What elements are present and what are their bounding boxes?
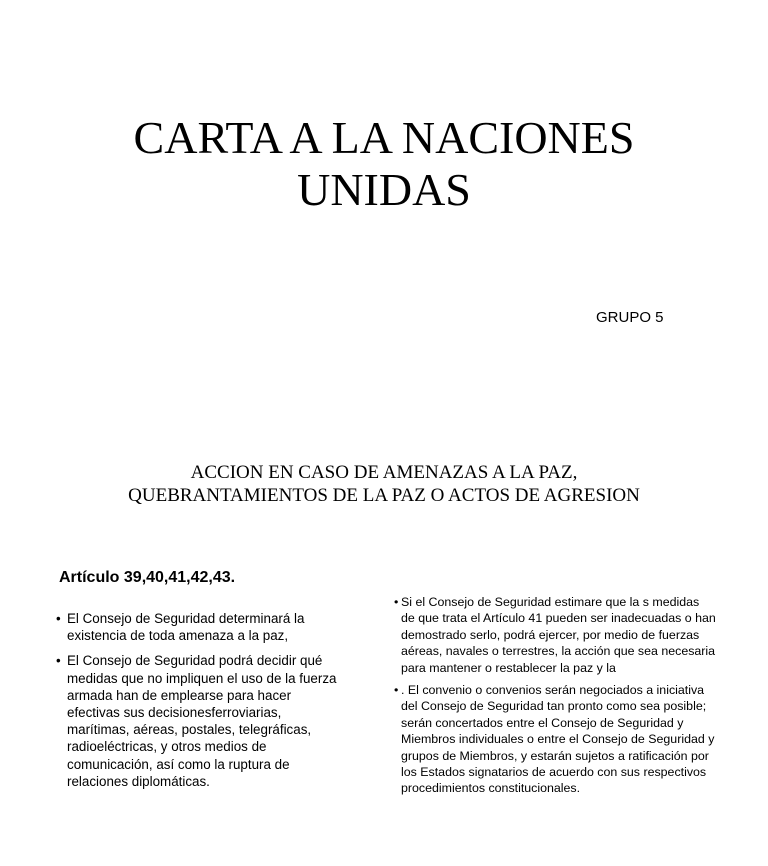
document-title-line-1: CARTA A LA NACIONES: [133, 112, 635, 163]
list-item-text: . El convenio o convenios serán negociados a iniciativa del Consejo de Seguridad tan pronto como sea posible; serán concertados entre el Consejo de Seguridad y Miembros individuales o entre el Consejo de Seguridad y grupos de Miembros, y estarán sujetos a ratificación por los Estados signatarios de acuerdo con sus respectivos procedimientos constitucionales.: [401, 683, 715, 796]
section-subtitle: [0, 461, 768, 507]
list-item-text: El Consejo de Seguridad determinará la existencia de toda amenaza a la paz,: [67, 611, 305, 644]
list-item-text: El Consejo de Seguridad podrá decidir qué medidas que no impliquen el uso de la fuerza armada han de emplearse para hacer efectivas sus decisionesferroviarias, marítimas, aéreas, postales, telegráficas, radioeléctricas, y otros medios de comunicación, así como la ruptura de relaciones diplomáticas.: [67, 653, 337, 789]
bullet-icon: •: [56, 653, 61, 669]
list-item: [394, 682, 716, 797]
list-item: [394, 594, 716, 676]
bullet-icon: •: [394, 595, 399, 609]
bullet-icon: •: [394, 683, 399, 698]
document-title-line-2: UNIDAS: [297, 164, 471, 215]
left-bullet-list: [56, 610, 346, 798]
right-bullet-list: [394, 594, 716, 803]
section-subtitle-line-2: QUEBRANTAMIENTOS DE LA PAZ O ACTOS DE AGRESION: [128, 485, 640, 506]
article-heading: Artículo 39,40,41,42,43.: [59, 569, 236, 586]
list-item: [56, 652, 346, 790]
list-item-text: Si el Consejo de Seguridad estimare que la s medidas de que trata el Artículo 41 pueden ser inadecuadas o han demostrado serlo, podrá ejercer, por medio de fuerzas aéreas, navales o terrestres, la acción que sea necesaria para mantener o restablecer la paz y la: [401, 595, 716, 675]
bullet-icon: •: [56, 611, 61, 626]
group-label: GRUPO 5: [596, 309, 664, 326]
list-item: [56, 610, 346, 644]
section-subtitle-line-1: ACCION EN CASO DE AMENAZAS A LA PAZ,: [190, 462, 578, 483]
document-title: [0, 112, 768, 216]
